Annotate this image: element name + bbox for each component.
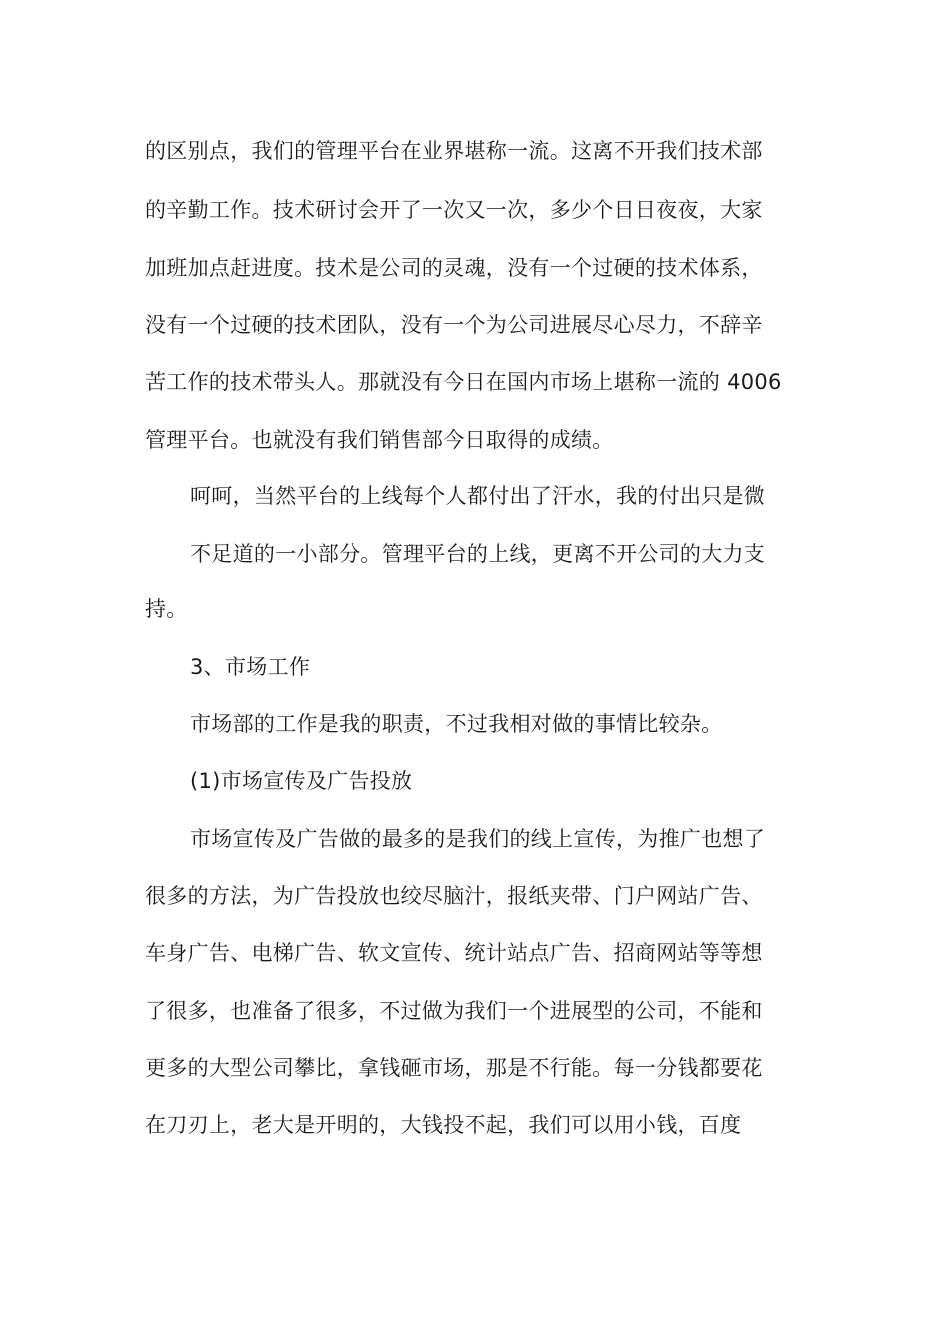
text-line: 没有一个过硬的技术团队，没有一个为公司进展尽心尽力，不辞辛	[145, 313, 763, 337]
text-line: 持。	[145, 597, 188, 621]
text-line: 管理平台。也就没有我们销售部今日取得的成绩。	[145, 428, 614, 452]
subsection-heading: (1)市场宣传及广告投放	[190, 769, 413, 793]
text-line: 车身广告、电梯广告、软文宣传、统计站点广告、招商网站等等想	[145, 941, 763, 965]
text-line: 很多的方法，为广告投放也绞尽脑汁，报纸夹带、门户网站广告、	[145, 884, 763, 908]
text-line: 的辛勤工作。技术研讨会开了一次又一次，多少个日日夜夜，大家	[145, 198, 763, 222]
text-line: 不足道的一小部分。管理平台的上线，更离不开公司的大力支	[190, 542, 766, 566]
text-line: 苦工作的技术带头人。那就没有今日在国内市场上堪称一流的 4006	[145, 370, 782, 394]
section-heading: 3、市场工作	[190, 655, 311, 679]
text-line: 呵呵，当然平台的上线每个人都付出了汗水，我的付出只是微	[190, 484, 766, 508]
text-line: 了很多，也准备了很多，不过做为我们一个进展型的公司，不能和	[145, 999, 763, 1023]
text-line: 的区别点，我们的管理平台在业界堪称一流。这离不开我们技术部	[145, 139, 763, 163]
text-line: 加班加点赶进度。技术是公司的灵魂，没有一个过硬的技术体系，	[145, 256, 763, 280]
text-line: 在刀刃上，老大是开明的，大钱投不起，我们可以用小钱，百度	[145, 1113, 742, 1137]
text-line: 市场宣传及广告做的最多的是我们的线上宣传，为推广也想了	[190, 827, 766, 851]
text-line: 更多的大型公司攀比，拿钱砸市场，那是不行能。每一分钱都要花	[145, 1056, 763, 1080]
text-line: 市场部的工作是我的职责，不过我相对做的事情比较杂。	[190, 712, 723, 736]
